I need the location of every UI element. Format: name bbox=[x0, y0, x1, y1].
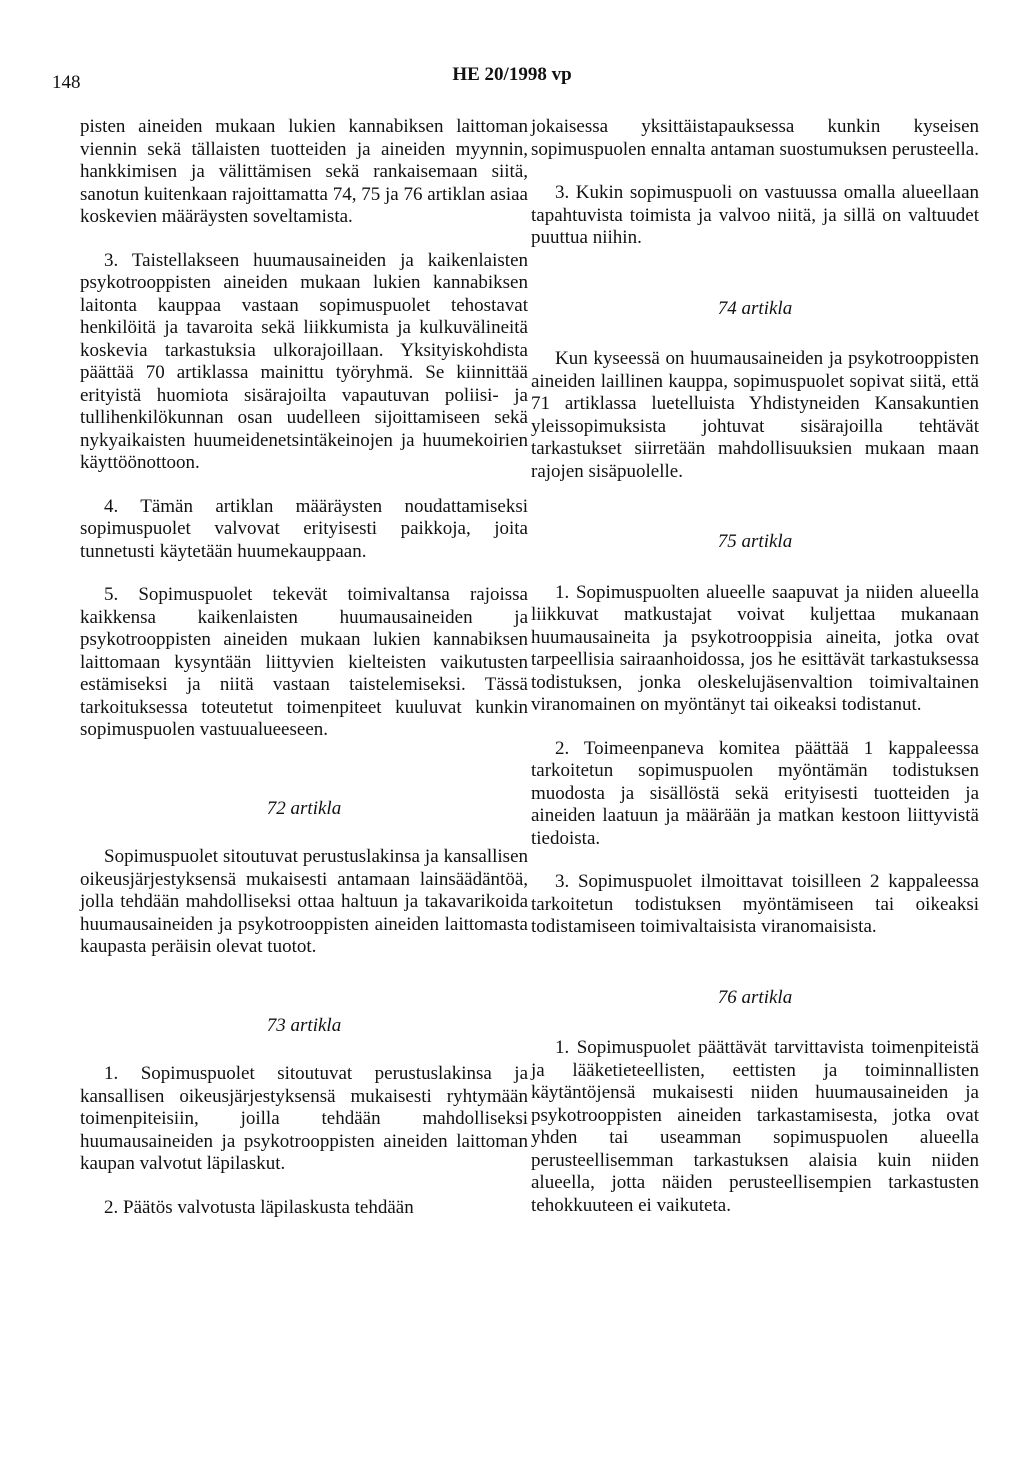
paragraph: 4. Tämän artiklan määräysten noudattamiseksi sopimuspuolet valvovat erityisesti paikkoja, joita tunnetusti käytetään huumekauppaan. bbox=[80, 495, 528, 562]
paragraph: 1. Sopimuspuolet päättävät tarvittavista toimenpiteistä ja lääketieteellisten, eettisten ja toiminnallisten käytäntöjensä mukaisesti niiden huumausaineiden ja psykotrooppisten aineiden tarkastamisesta, jotka ovat yhden tai useamman sopimuspuolen alueella perusteellisemman tarkastuksen alaisia kuin niiden alueella, jotta näiden perusteellisempien tarkastusten tehokkuuteen ei vaikuteta. bbox=[531, 1037, 979, 1216]
paragraph: jokaisessa yksittäistapauksessa kunkin kyseisen sopimuspuolen ennalta antaman suostumuksen perusteella. bbox=[531, 116, 979, 160]
right-column bbox=[531, 116, 979, 1217]
paragraph: Sopimuspuolet sitoutuvat perustuslakinsa ja kansallisen oikeusjärjestyksensä mukaisesti antamaan lainsäädäntöä, jolla tehdään mahdolliseksi ottaa haltuun ja takavarikoida huumausaineiden ja psykotrooppisten aineiden laittomasta kaupasta peräisin olevat tuotot. bbox=[80, 846, 528, 957]
paragraph: 3. Kukin sopimuspuoli on vastuussa omalla alueellaan tapahtuvista toimista ja valvoo niitä, ja sillä on valtuudet puuttua niihin. bbox=[531, 182, 979, 248]
article-heading-74: 74 artikla bbox=[717, 297, 793, 319]
paragraph: Kun kyseessä on huumausaineiden ja psykotrooppisten aineiden laillinen kauppa, sopimuspuolet sopivat siitä, että 71 artiklassa luetelluista Yhdistyneiden Kansakuntien yleissopimuksista johtuvat sisärajoilla tehtävät tarkastukset siirretään mahdollisuuksien mukaan maan rajojen sisäpuolelle. bbox=[531, 348, 979, 482]
paragraph: 1. Sopimuspuolet sitoutuvat perustuslakinsa ja kansallisen oikeusjärjestyksensä mukaisesti ryhtymään toimenpiteisiin, joilla tehdään mahdolliseksi huumausaineiden ja psykotrooppisten aineiden laittoman kaupan valvotut läpilaskut. bbox=[80, 1063, 528, 1174]
paragraph: 3. Taistellakseen huumausaineiden ja kaikenlaisten psykotrooppisten aineiden mukaan lukien kannabiksen laitonta kauppaa vastaan sopimuspuolet tehostavat henkilöitä ja tavaroita sekä liikkumista ja kulkuvälineitä koskevia tarkastuksia ulkorajoillaan. Yksityiskohdista päättää 70 artiklassa mainittu työryhmä. Se kiinnittää erityistä huomiota sisärajoilta vapautuvan poliisi- ja tullihenkilökunnan osan uudelleen sijoittamiseen sekä nykyaikaisten huumeidenetsintäkeinojen ja huumekoirien käyttöönottoon. bbox=[80, 249, 528, 473]
article-heading-76: 76 artikla bbox=[717, 986, 793, 1008]
page-number: 148 bbox=[52, 72, 81, 93]
article-heading-73: 73 artikla bbox=[266, 1014, 342, 1036]
running-head: HE 20/1998 vp bbox=[452, 64, 572, 85]
left-column bbox=[80, 116, 528, 1219]
article-heading-72: 72 artikla bbox=[266, 797, 342, 819]
article-heading-75: 75 artikla bbox=[717, 531, 793, 552]
paragraph: 2. Päätös valvotusta läpilaskusta tehdään bbox=[104, 1196, 414, 1218]
paragraph: pisten aineiden mukaan lukien kannabiksen laittoman viennin sekä tällaisten tuotteiden ja aineiden myynnin, hankkimisen ja välittämisen sekä rankaisemaan siitä, sanotun kuitenkaan rajoittamatta 74, 75 ja 76 artiklan asiaa koskevien määräysten soveltamista. bbox=[80, 116, 528, 227]
paragraph: 1. Sopimuspuolten alueelle saapuvat ja niiden alueella liikkuvat matkustajat voivat kuljettaa mukanaan huumausaineita ja psykotrooppisia aineita, jotka ovat tarpeellisia sairaanhoidossa, jos he esittävät tarkastuksessa todistuksen, jonka oleskelujäsenvaltion toimivaltainen viranomainen on myöntänyt tai oikeaksi todistanut. bbox=[531, 581, 979, 715]
paragraph: 5. Sopimuspuolet tekevät toimivaltansa rajoissa kaikkensa kaikenlaisten huumausaineiden ja psykotrooppisten aineiden mukaan lukien kannabiksen laittomaan kysyntään liittyvien kielteisten vaikutusten estämiseksi ja niitä vastaan taistelemiseksi. Tässä tarkoituksessa toteutetut toimenpiteet kuuluvat kunkin sopimuspuolen vastuualueeseen. bbox=[80, 584, 528, 740]
paragraph: 3. Sopimuspuolet ilmoittavat toisilleen 2 kappaleessa tarkoitetun todistuksen myöntämiseen tai oikeaksi todistamiseen toimivaltaisista viranomaisista. bbox=[531, 871, 979, 937]
paragraph: 2. Toimeenpaneva komitea päättää 1 kappaleessa tarkoitetun sopimuspuolen myöntämän todistuksen muodosta ja sisällöstä sekä erityisesti tuotteiden ja aineiden laatuun ja määrään ja matkan kestoon liittyvistä tiedoista. bbox=[531, 737, 979, 849]
